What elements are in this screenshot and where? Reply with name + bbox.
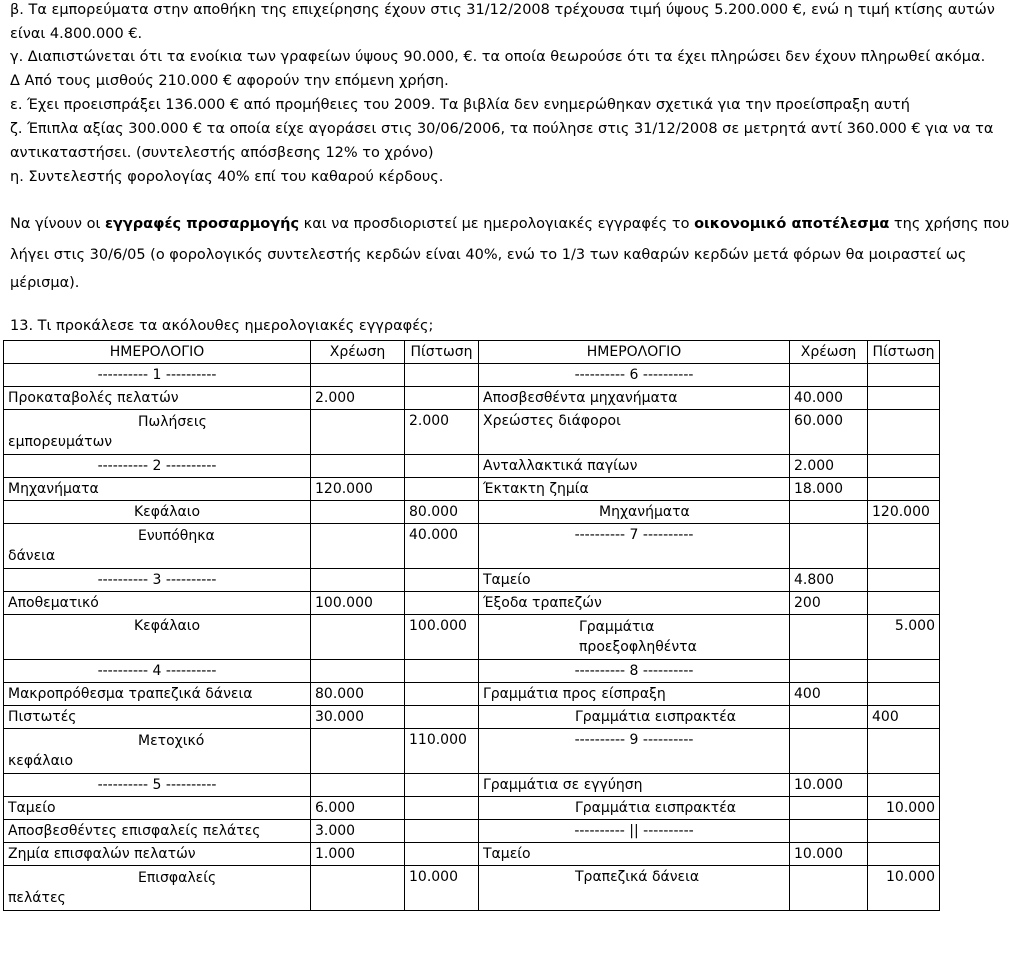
credit-cell	[405, 478, 479, 501]
journal-table	[3, 340, 940, 911]
credit-cell	[405, 455, 479, 478]
header-journal-right: ΗΜΕΡΟΛΟΓΙΟ	[479, 341, 790, 364]
debit-cell: 400	[790, 683, 868, 706]
credit-cell	[405, 660, 479, 683]
table-row	[4, 706, 940, 729]
credit-cell: 10.000	[405, 866, 479, 911]
debit-cell	[311, 660, 405, 683]
account-cell: Έξοδα τραπεζών	[479, 592, 790, 615]
debit-cell	[790, 501, 868, 524]
debit-cell	[311, 615, 405, 660]
paragraph-line: αντικαταστήσει. (συντελεστής απόσβεσης 12% το χρόνο)	[10, 145, 434, 161]
header-credit-right: Πίστωση	[868, 341, 940, 364]
credit-cell: 110.000	[405, 729, 479, 774]
debit-cell: 200	[790, 592, 868, 615]
account-cell: Αποσβεσθέντα μηχανήματα	[479, 387, 790, 410]
debit-cell: 2.000	[311, 387, 405, 410]
credit-cell: 80.000	[405, 501, 479, 524]
debit-cell	[790, 706, 868, 729]
account-cell: Κεφάλαιο	[4, 615, 311, 660]
credit-cell	[405, 797, 479, 820]
credit-cell	[868, 820, 940, 843]
entry-separator: ---------- 1 ----------	[4, 364, 311, 387]
credit-cell	[405, 843, 479, 866]
credit-cell	[405, 592, 479, 615]
debit-cell	[311, 455, 405, 478]
debit-cell: 4.800	[790, 569, 868, 592]
account-cell: Ενυπόθηκα δάνεια	[4, 524, 311, 569]
table-row	[4, 387, 940, 410]
credit-cell	[868, 569, 940, 592]
table-row	[4, 729, 940, 774]
table-row	[4, 660, 940, 683]
debit-cell	[790, 866, 868, 911]
entry-separator: ---------- 4 ----------	[4, 660, 311, 683]
debit-cell: 10.000	[790, 843, 868, 866]
debit-cell	[311, 866, 405, 911]
account-cell: Χρεώστες διάφοροι	[479, 410, 790, 455]
account-cell: Πιστωτές	[4, 706, 311, 729]
table-row	[4, 797, 940, 820]
table-row	[4, 455, 940, 478]
account-cell: Ταμείο	[479, 569, 790, 592]
credit-cell	[868, 524, 940, 569]
credit-cell: 400	[868, 706, 940, 729]
credit-cell	[868, 455, 940, 478]
account-cell: Τραπεζικά δάνεια	[479, 866, 790, 911]
debit-cell	[311, 501, 405, 524]
account-cell: Γραμμάτια εισπρακτέα	[479, 706, 790, 729]
table-row	[4, 820, 940, 843]
credit-cell: 10.000	[868, 797, 940, 820]
table-row	[4, 501, 940, 524]
entry-separator: ---------- 2 ----------	[4, 455, 311, 478]
account-cell: Μακροπρόθεσμα τραπεζικά δάνεια	[4, 683, 311, 706]
account-cell: Πωλήσεις εμπορευμάτων	[4, 410, 311, 455]
credit-cell: 10.000	[868, 866, 940, 911]
debit-cell: 18.000	[790, 478, 868, 501]
account-cell: Ταμείο	[4, 797, 311, 820]
debit-cell: 60.000	[790, 410, 868, 455]
credit-cell	[868, 660, 940, 683]
account-cell: Γραμμάτια σε εγγύηση	[479, 774, 790, 797]
debit-cell: 80.000	[311, 683, 405, 706]
credit-cell	[868, 592, 940, 615]
debit-cell: 1.000	[311, 843, 405, 866]
header-journal-left: ΗΜΕΡΟΛΟΓΙΟ	[4, 341, 311, 364]
entry-separator: ---------- 5 ----------	[4, 774, 311, 797]
debit-cell	[790, 729, 868, 774]
credit-cell: 40.000	[405, 524, 479, 569]
credit-cell: 2.000	[405, 410, 479, 455]
table-row	[4, 774, 940, 797]
debit-cell	[790, 364, 868, 387]
account-cell: Ταμείο	[479, 843, 790, 866]
account-cell: Γραμμάτια προεξοφληθέντα	[479, 615, 790, 660]
debit-cell: 100.000	[311, 592, 405, 615]
credit-cell	[868, 478, 940, 501]
paragraph-line: Δ Από τους μισθούς 210.000 € αφορούν την επόμενη χρήση.	[10, 73, 449, 89]
credit-cell	[868, 843, 940, 866]
table-row	[4, 364, 940, 387]
credit-cell	[868, 387, 940, 410]
paragraph-line: γ. Διαπιστώνεται ότι τα ενοίκια των γραφείων ύψους 90.000, €. τα οποία θεωρούσε ότι τα έχει πληρώσει δεν έχουν πληρωθεί ακόμα.	[10, 49, 986, 65]
instruction-line-1: Να γίνουν οι εγγραφές προσαρμογής και να προσδιοριστεί με ημερολογιακές εγγραφές το οικονομικό αποτέλεσμα της χρήσης που	[10, 216, 1009, 232]
debit-cell: 10.000	[790, 774, 868, 797]
table-row	[4, 478, 940, 501]
debit-cell	[790, 820, 868, 843]
paragraph-line: β. Τα εμπορεύματα στην αποθήκη της επιχείρησης έχουν στις 31/12/2008 τρέχουσα τιμή ύψους 5.200.000 €, ενώ η τιμή κτίσης αυτών	[10, 2, 995, 18]
debit-cell: 3.000	[311, 820, 405, 843]
instruction-line-2: λήγει στις 30/6/05 (ο φορολογικός συντελεστής κερδών είναι 40%, ενώ το 1/3 των καθαρών κερδών μετά φόρων θα μοιραστεί ως	[10, 247, 967, 263]
debit-cell	[790, 660, 868, 683]
credit-cell	[868, 364, 940, 387]
debit-cell	[311, 364, 405, 387]
debit-cell: 6.000	[311, 797, 405, 820]
credit-cell	[405, 364, 479, 387]
table-row	[4, 843, 940, 866]
credit-cell	[868, 729, 940, 774]
header-debit-left: Χρέωση	[311, 341, 405, 364]
question-title: 13. Τι προκάλεσε τα ακόλουθες ημερολογιακές εγγραφές;	[10, 318, 434, 334]
debit-cell: 120.000	[311, 478, 405, 501]
table-row	[4, 569, 940, 592]
entry-separator: ---------- 8 ----------	[479, 660, 790, 683]
account-cell: Μετοχικό κεφάλαιο	[4, 729, 311, 774]
debit-cell	[311, 569, 405, 592]
credit-cell	[868, 683, 940, 706]
table-row	[4, 683, 940, 706]
header-credit-left: Πίστωση	[405, 341, 479, 364]
account-cell: Προκαταβολές πελατών	[4, 387, 311, 410]
header-debit-right: Χρέωση	[790, 341, 868, 364]
credit-cell	[405, 774, 479, 797]
bold-adjustments: εγγραφές προσαρμογής	[104, 216, 300, 232]
debit-cell	[311, 410, 405, 455]
paragraph-line: η. Συντελεστής φορολογίας 40% επί του καθαρού κέρδους.	[10, 169, 444, 185]
account-cell: Ζημία επισφαλών πελατών	[4, 843, 311, 866]
debit-cell	[790, 615, 868, 660]
credit-cell	[405, 683, 479, 706]
credit-cell	[868, 774, 940, 797]
paragraph-line: ε. Έχει προεισπράξει 136.000 € από προμήθειες του 2009. Τα βιβλία δεν ενημερώθηκαν σχετικά για την προείσπραξη αυτή	[10, 97, 910, 113]
account-cell: Κεφάλαιο	[4, 501, 311, 524]
account-cell: Γραμμάτια εισπρακτέα	[479, 797, 790, 820]
credit-cell	[868, 410, 940, 455]
account-cell: Μηχανήματα	[4, 478, 311, 501]
credit-cell	[405, 706, 479, 729]
debit-cell	[311, 524, 405, 569]
account-cell: Έκτακτη ζημία	[479, 478, 790, 501]
debit-cell: 2.000	[790, 455, 868, 478]
entry-separator: ---------- || ----------	[479, 820, 790, 843]
table-row	[4, 866, 940, 911]
table-header-row	[4, 341, 940, 364]
credit-cell: 100.000	[405, 615, 479, 660]
debit-cell: 30.000	[311, 706, 405, 729]
account-cell: Μηχανήματα	[479, 501, 790, 524]
account-cell: Ανταλλακτικά παγίων	[479, 455, 790, 478]
debit-cell	[790, 797, 868, 820]
instruction-line-3: μέρισμα).	[10, 275, 80, 291]
paragraph-line: είναι 4.800.000 €.	[10, 26, 143, 42]
account-cell: Αποσβεσθέντες επισφαλείς πελάτες	[4, 820, 311, 843]
credit-cell	[405, 820, 479, 843]
credit-cell	[405, 387, 479, 410]
debit-cell	[790, 524, 868, 569]
paragraph-line: ζ. Έπιπλα αξίας 300.000 € τα οποία είχε αγοράσει στις 30/06/2006, τα πούλησε στις 31/12/2008 σε μετρητά αντί 360.000 € για να τα	[10, 121, 994, 137]
entry-separator: ---------- 7 ----------	[479, 524, 790, 569]
entry-separator: ---------- 3 ----------	[4, 569, 311, 592]
account-cell: Επισφαλείς πελάτες	[4, 866, 311, 911]
table-row	[4, 615, 940, 660]
entry-separator: ---------- 9 ----------	[479, 729, 790, 774]
credit-cell: 120.000	[868, 501, 940, 524]
debit-cell	[311, 729, 405, 774]
debit-cell	[311, 774, 405, 797]
entry-separator: ---------- 6 ----------	[479, 364, 790, 387]
account-cell: Γραμμάτια προς είσπραξη	[479, 683, 790, 706]
credit-cell: 5.000	[868, 615, 940, 660]
credit-cell	[405, 569, 479, 592]
table-row	[4, 410, 940, 455]
table-row	[4, 592, 940, 615]
bold-result: οικονομικό αποτέλεσμα	[694, 216, 890, 232]
account-cell: Αποθεματικό	[4, 592, 311, 615]
debit-cell: 40.000	[790, 387, 868, 410]
table-row	[4, 524, 940, 569]
